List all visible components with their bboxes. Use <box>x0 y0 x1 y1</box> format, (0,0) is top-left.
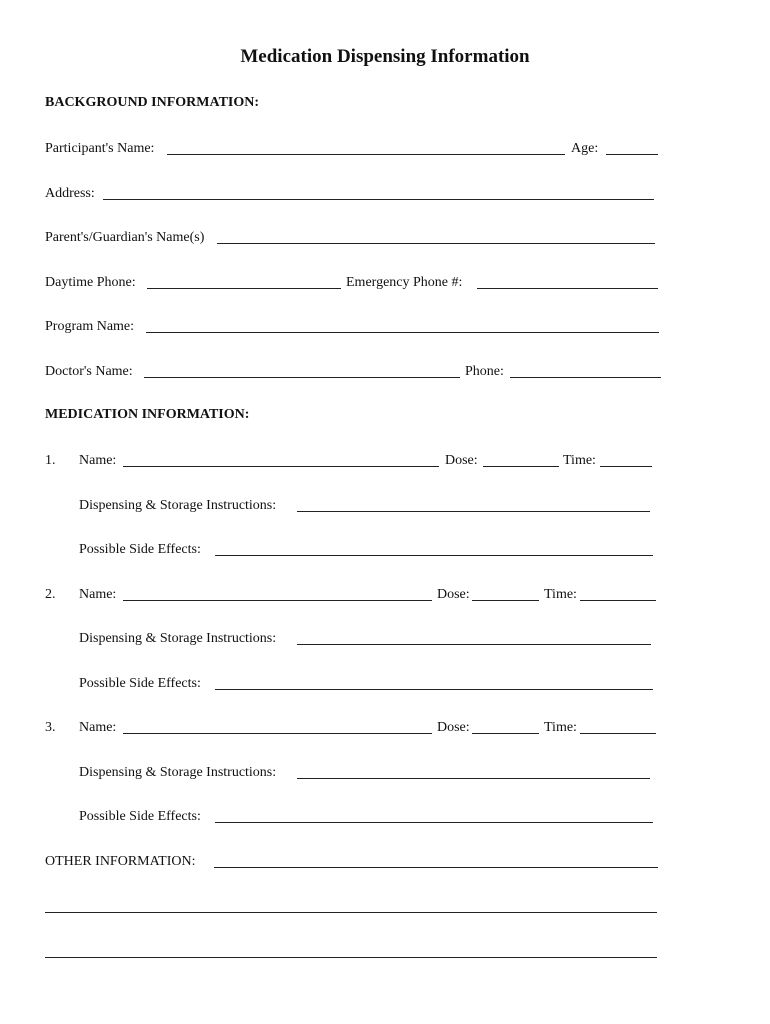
medication-instructions-label: Dispensing & Storage Instructions: <box>79 631 277 646</box>
guardian-name-label: Parent's/Guardian's Name(s) <box>45 230 205 245</box>
medication-instructions-field[interactable] <box>297 644 651 645</box>
medication-number: 1. <box>45 453 56 468</box>
medication-time-field[interactable] <box>580 733 656 734</box>
age-label: Age: <box>571 141 599 156</box>
medication-instructions-field[interactable] <box>297 778 650 779</box>
other-information-field[interactable] <box>214 867 658 868</box>
medication-instructions-label: Dispensing & Storage Instructions: <box>79 498 277 513</box>
medication-side-effects-field[interactable] <box>215 822 653 823</box>
guardian-name-field[interactable] <box>217 243 655 244</box>
medication-instructions-field[interactable] <box>297 511 650 512</box>
medication-time-field[interactable] <box>600 466 652 467</box>
background-heading: BACKGROUND INFORMATION: <box>45 95 260 110</box>
medication-dose-label: Dose: <box>437 720 470 735</box>
doctor-phone-label: Phone: <box>465 364 504 379</box>
doctor-name-label: Doctor's Name: <box>45 364 133 379</box>
daytime-phone-label: Daytime Phone: <box>45 275 136 290</box>
address-label: Address: <box>45 186 95 201</box>
emergency-phone-label: Emergency Phone #: <box>346 275 463 290</box>
medication-name-label: Name: <box>79 453 117 468</box>
other-information-line-2[interactable] <box>45 912 657 913</box>
medication-side-effects-field[interactable] <box>215 555 653 556</box>
doctor-name-field[interactable] <box>144 377 460 378</box>
other-information-line-3[interactable] <box>45 957 657 958</box>
medication-dose-field[interactable] <box>483 466 559 467</box>
medication-time-field[interactable] <box>580 600 656 601</box>
medication-dose-field[interactable] <box>472 733 539 734</box>
medication-time-label: Time: <box>544 720 577 735</box>
doctor-phone-field[interactable] <box>510 377 661 378</box>
page-title: Medication Dispensing Information <box>240 46 530 67</box>
age-field[interactable] <box>606 154 658 155</box>
medication-number: 3. <box>45 720 56 735</box>
program-name-field[interactable] <box>146 332 659 333</box>
program-name-label: Program Name: <box>45 319 135 334</box>
medication-time-label: Time: <box>563 453 596 468</box>
daytime-phone-field[interactable] <box>147 288 341 289</box>
other-information-label: OTHER INFORMATION: <box>45 854 196 869</box>
participant-name-label: Participant's Name: <box>45 141 155 156</box>
medication-instructions-label: Dispensing & Storage Instructions: <box>79 765 277 780</box>
medication-number: 2. <box>45 587 56 602</box>
medication-name-field[interactable] <box>123 733 432 734</box>
medication-name-field[interactable] <box>123 466 439 467</box>
emergency-phone-field[interactable] <box>477 288 658 289</box>
medication-name-label: Name: <box>79 587 117 602</box>
medication-side-effects-label: Possible Side Effects: <box>79 542 201 557</box>
medication-side-effects-field[interactable] <box>215 689 653 690</box>
participant-name-field[interactable] <box>167 154 565 155</box>
medication-dose-field[interactable] <box>472 600 539 601</box>
medication-side-effects-label: Possible Side Effects: <box>79 809 201 824</box>
medication-time-label: Time: <box>544 587 577 602</box>
medication-side-effects-label: Possible Side Effects: <box>79 676 201 691</box>
medication-dose-label: Dose: <box>437 587 470 602</box>
medication-heading: MEDICATION INFORMATION: <box>45 407 250 422</box>
medication-dose-label: Dose: <box>445 453 478 468</box>
address-field[interactable] <box>103 199 654 200</box>
medication-name-label: Name: <box>79 720 117 735</box>
medication-name-field[interactable] <box>123 600 432 601</box>
